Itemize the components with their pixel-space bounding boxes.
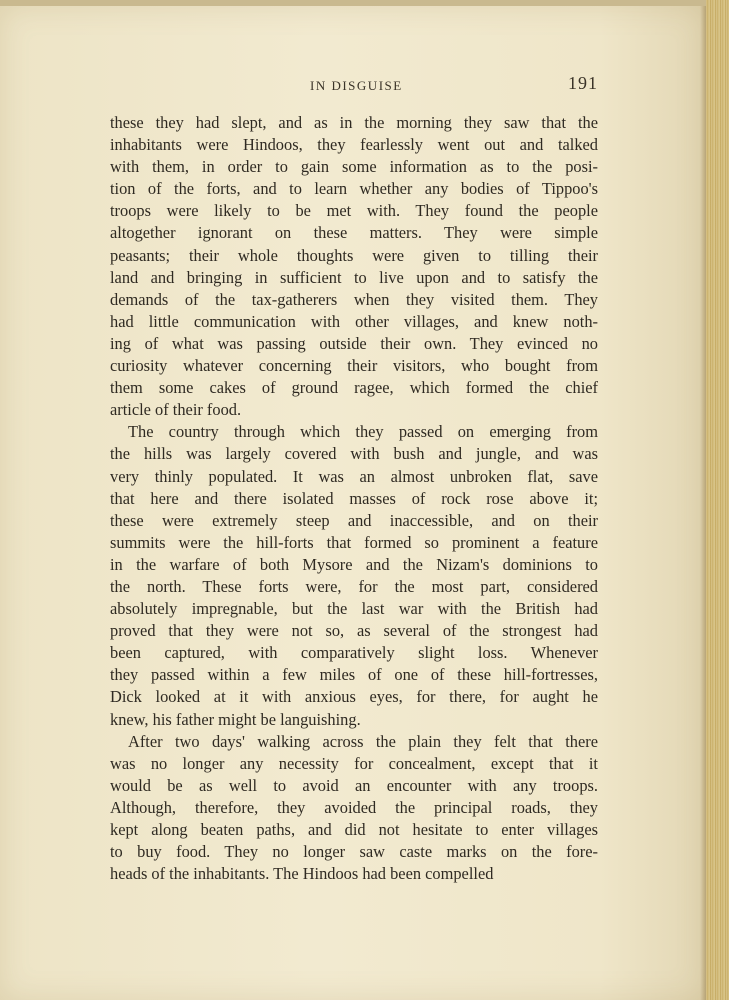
text-line: inhabitants were Hindoos, they fearlessly went out and talked [110, 135, 598, 155]
text-line: heads of the inhabitants. The Hindoos had been compelled [110, 864, 494, 884]
text-line: the north. These forts were, for the most part, considered [110, 576, 598, 596]
paragraph [110, 731, 598, 886]
text-line: tion of the forts, and to learn whether any bodies of Tippoo's [110, 179, 598, 199]
page-block-edge [706, 0, 729, 1000]
text-line: they passed within a few miles of one of these hill-fortresses, [110, 665, 598, 685]
text-line: was no longer any necessity for concealment, except that it [110, 753, 598, 773]
text-line: very thinly populated. It was an almost unbroken flat, save [110, 466, 598, 486]
text-line: would be as well to avoid an encounter with any troops. [110, 775, 598, 795]
text-line: Although, therefore, they avoided the principal roads, they [110, 797, 598, 817]
text-line: After two days' walking across the plain they felt that there [128, 731, 598, 751]
text-line: them some cakes of ground ragee, which formed the chief [110, 378, 598, 398]
text-line: peasants; their whole thoughts were given to tilling their [110, 245, 598, 265]
text-line: The country through which they passed on emerging from [128, 422, 598, 442]
running-head: IN DISGUISE [310, 78, 403, 93]
body-text [110, 112, 598, 885]
text-line: ing of what was passing outside their own. They evinced no [110, 333, 598, 353]
text-line: to buy food. They no longer saw caste marks on the fore- [110, 842, 598, 862]
paragraph [110, 112, 598, 421]
text-line: proved that they were not so, as several of the strongest had [110, 621, 598, 641]
text-line: these were extremely steep and inaccessible, and on their [110, 510, 598, 530]
page-header [110, 72, 598, 100]
text-line: altogether ignorant on these matters. They were simple [110, 223, 598, 243]
text-line: demands of the tax-gatherers when they visited them. They [110, 289, 598, 309]
text-line: curiosity whatever concerning their visitors, who bought from [110, 356, 598, 376]
text-line: had little communication with other villages, and knew noth- [110, 311, 598, 331]
text-line: been captured, with comparatively slight loss. Whenever [110, 643, 598, 663]
text-line: Dick looked at it with anxious eyes, for there, for aught he [110, 687, 598, 707]
text-line: these they had slept, and as in the morning they saw that the [110, 113, 598, 132]
text-line: in the warfare of both Mysore and the Nizam's dominions to [110, 554, 598, 574]
text-line: with them, in order to gain some information as to the posi- [110, 157, 598, 177]
text-line: summits were the hill-forts that formed so prominent a feature [110, 532, 598, 552]
text-line: that here and there isolated masses of rock rose above it; [110, 488, 598, 508]
paragraph [110, 421, 598, 730]
text-line: kept along beaten paths, and did not hesitate to enter villages [110, 820, 598, 839]
text-line: absolutely impregnable, but the last war with the British had [110, 599, 598, 619]
text-line: article of their food. [110, 400, 242, 420]
text-line: the hills was largely covered with bush and jungle, and was [110, 444, 598, 464]
text-line: troops were likely to be met with. They found the people [110, 201, 598, 221]
page-number: 191 [568, 73, 598, 93]
text-line: knew, his father might be languishing. [110, 709, 361, 729]
text-line: land and bringing in sufficient to live upon and to satisfy the [110, 267, 598, 287]
